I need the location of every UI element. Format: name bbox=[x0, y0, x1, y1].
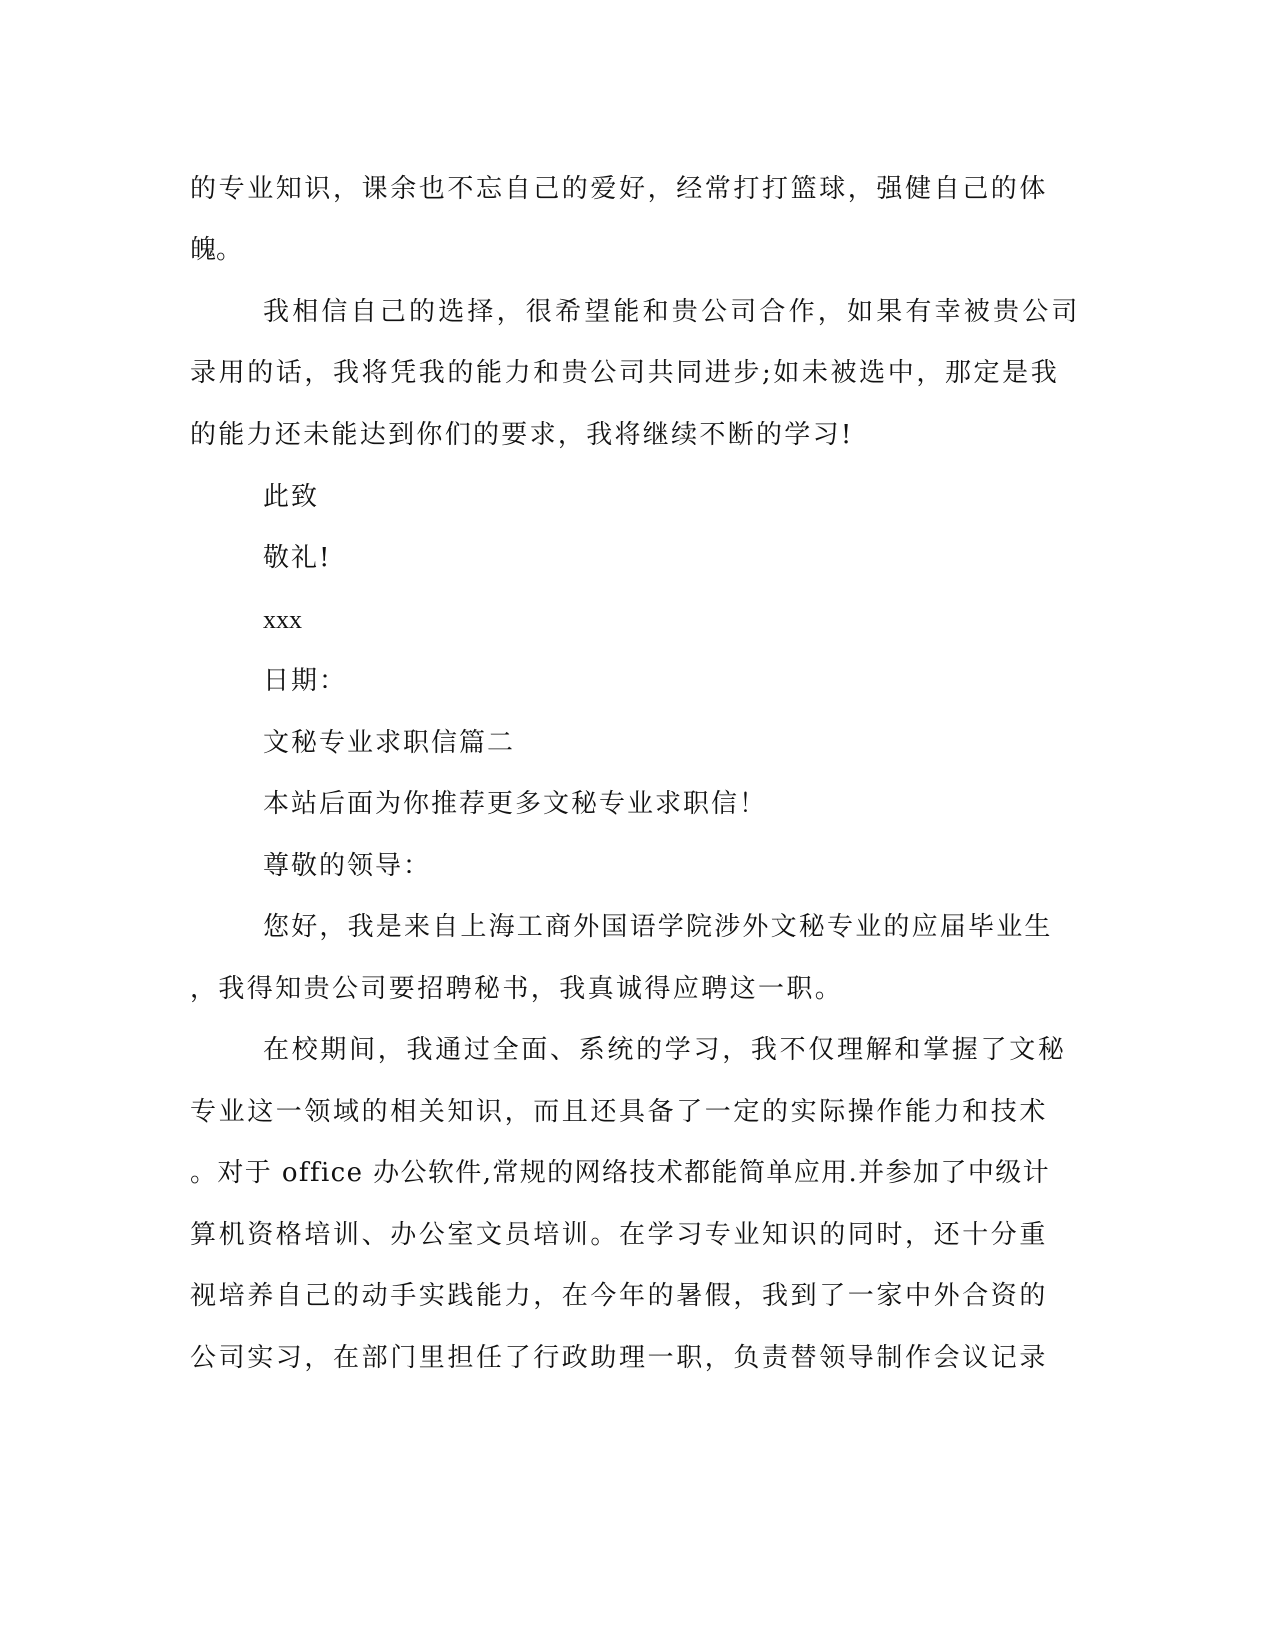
paragraph-first-line: 在校期间，我通过全面、系统的学习，我不仅理解和掌握了文秘 bbox=[263, 1035, 1067, 1065]
paragraph-first-line: 您好，我是来自上海工商外国语学院涉外文秘专业的应届毕业生 bbox=[263, 912, 1053, 942]
body-text-line: 。对于 office 办公软件,常规的网络技术都能简单应用.并参加了中级计 bbox=[190, 1158, 1051, 1188]
closing-line: 此致 bbox=[263, 482, 320, 512]
body-text-line: 魄。 bbox=[190, 235, 243, 265]
body-text-line: 算机资格培训、办公室文员培训。在学习专业知识的同时，还十分重 bbox=[190, 1220, 1049, 1250]
body-text-line: 的专业知识，课余也不忘自己的爱好，经常打打篮球，强健自己的体 bbox=[190, 174, 1049, 204]
recommendation-line: 本站后面为你推荐更多文秘专业求职信！ bbox=[263, 789, 768, 819]
body-text-line: 视培养自己的动手实践能力，在今年的暑假，我到了一家中外合资的 bbox=[190, 1281, 1049, 1311]
body-text-line: 公司实习，在部门里担任了行政助理一职，负责替领导制作会议记录 bbox=[190, 1343, 1049, 1373]
date-line: 日期： bbox=[263, 666, 348, 696]
body-text-line: 录用的话，我将凭我的能力和贵公司共同进步;如未被选中，那定是我 bbox=[190, 358, 1060, 388]
body-text-line: ，我得知贵公司要招聘秘书，我真诚得应聘这一职。 bbox=[190, 974, 844, 1004]
paragraph-first-line: 我相信自己的选择，很希望能和贵公司合作，如果有幸被贵公司 bbox=[263, 297, 1081, 327]
section-heading: 文秘专业求职信篇二 bbox=[263, 728, 516, 758]
greeting-line: 尊敬的领导： bbox=[263, 851, 432, 881]
body-text-line: 专业这一领域的相关知识，而且还具备了一定的实际操作能力和技术 bbox=[190, 1097, 1049, 1127]
salutation-closing: 敬礼! bbox=[263, 543, 332, 573]
signature-name: xxx bbox=[263, 605, 302, 634]
body-text-line: 的能力还未能达到你们的要求，我将继续不断的学习! bbox=[190, 420, 854, 450]
